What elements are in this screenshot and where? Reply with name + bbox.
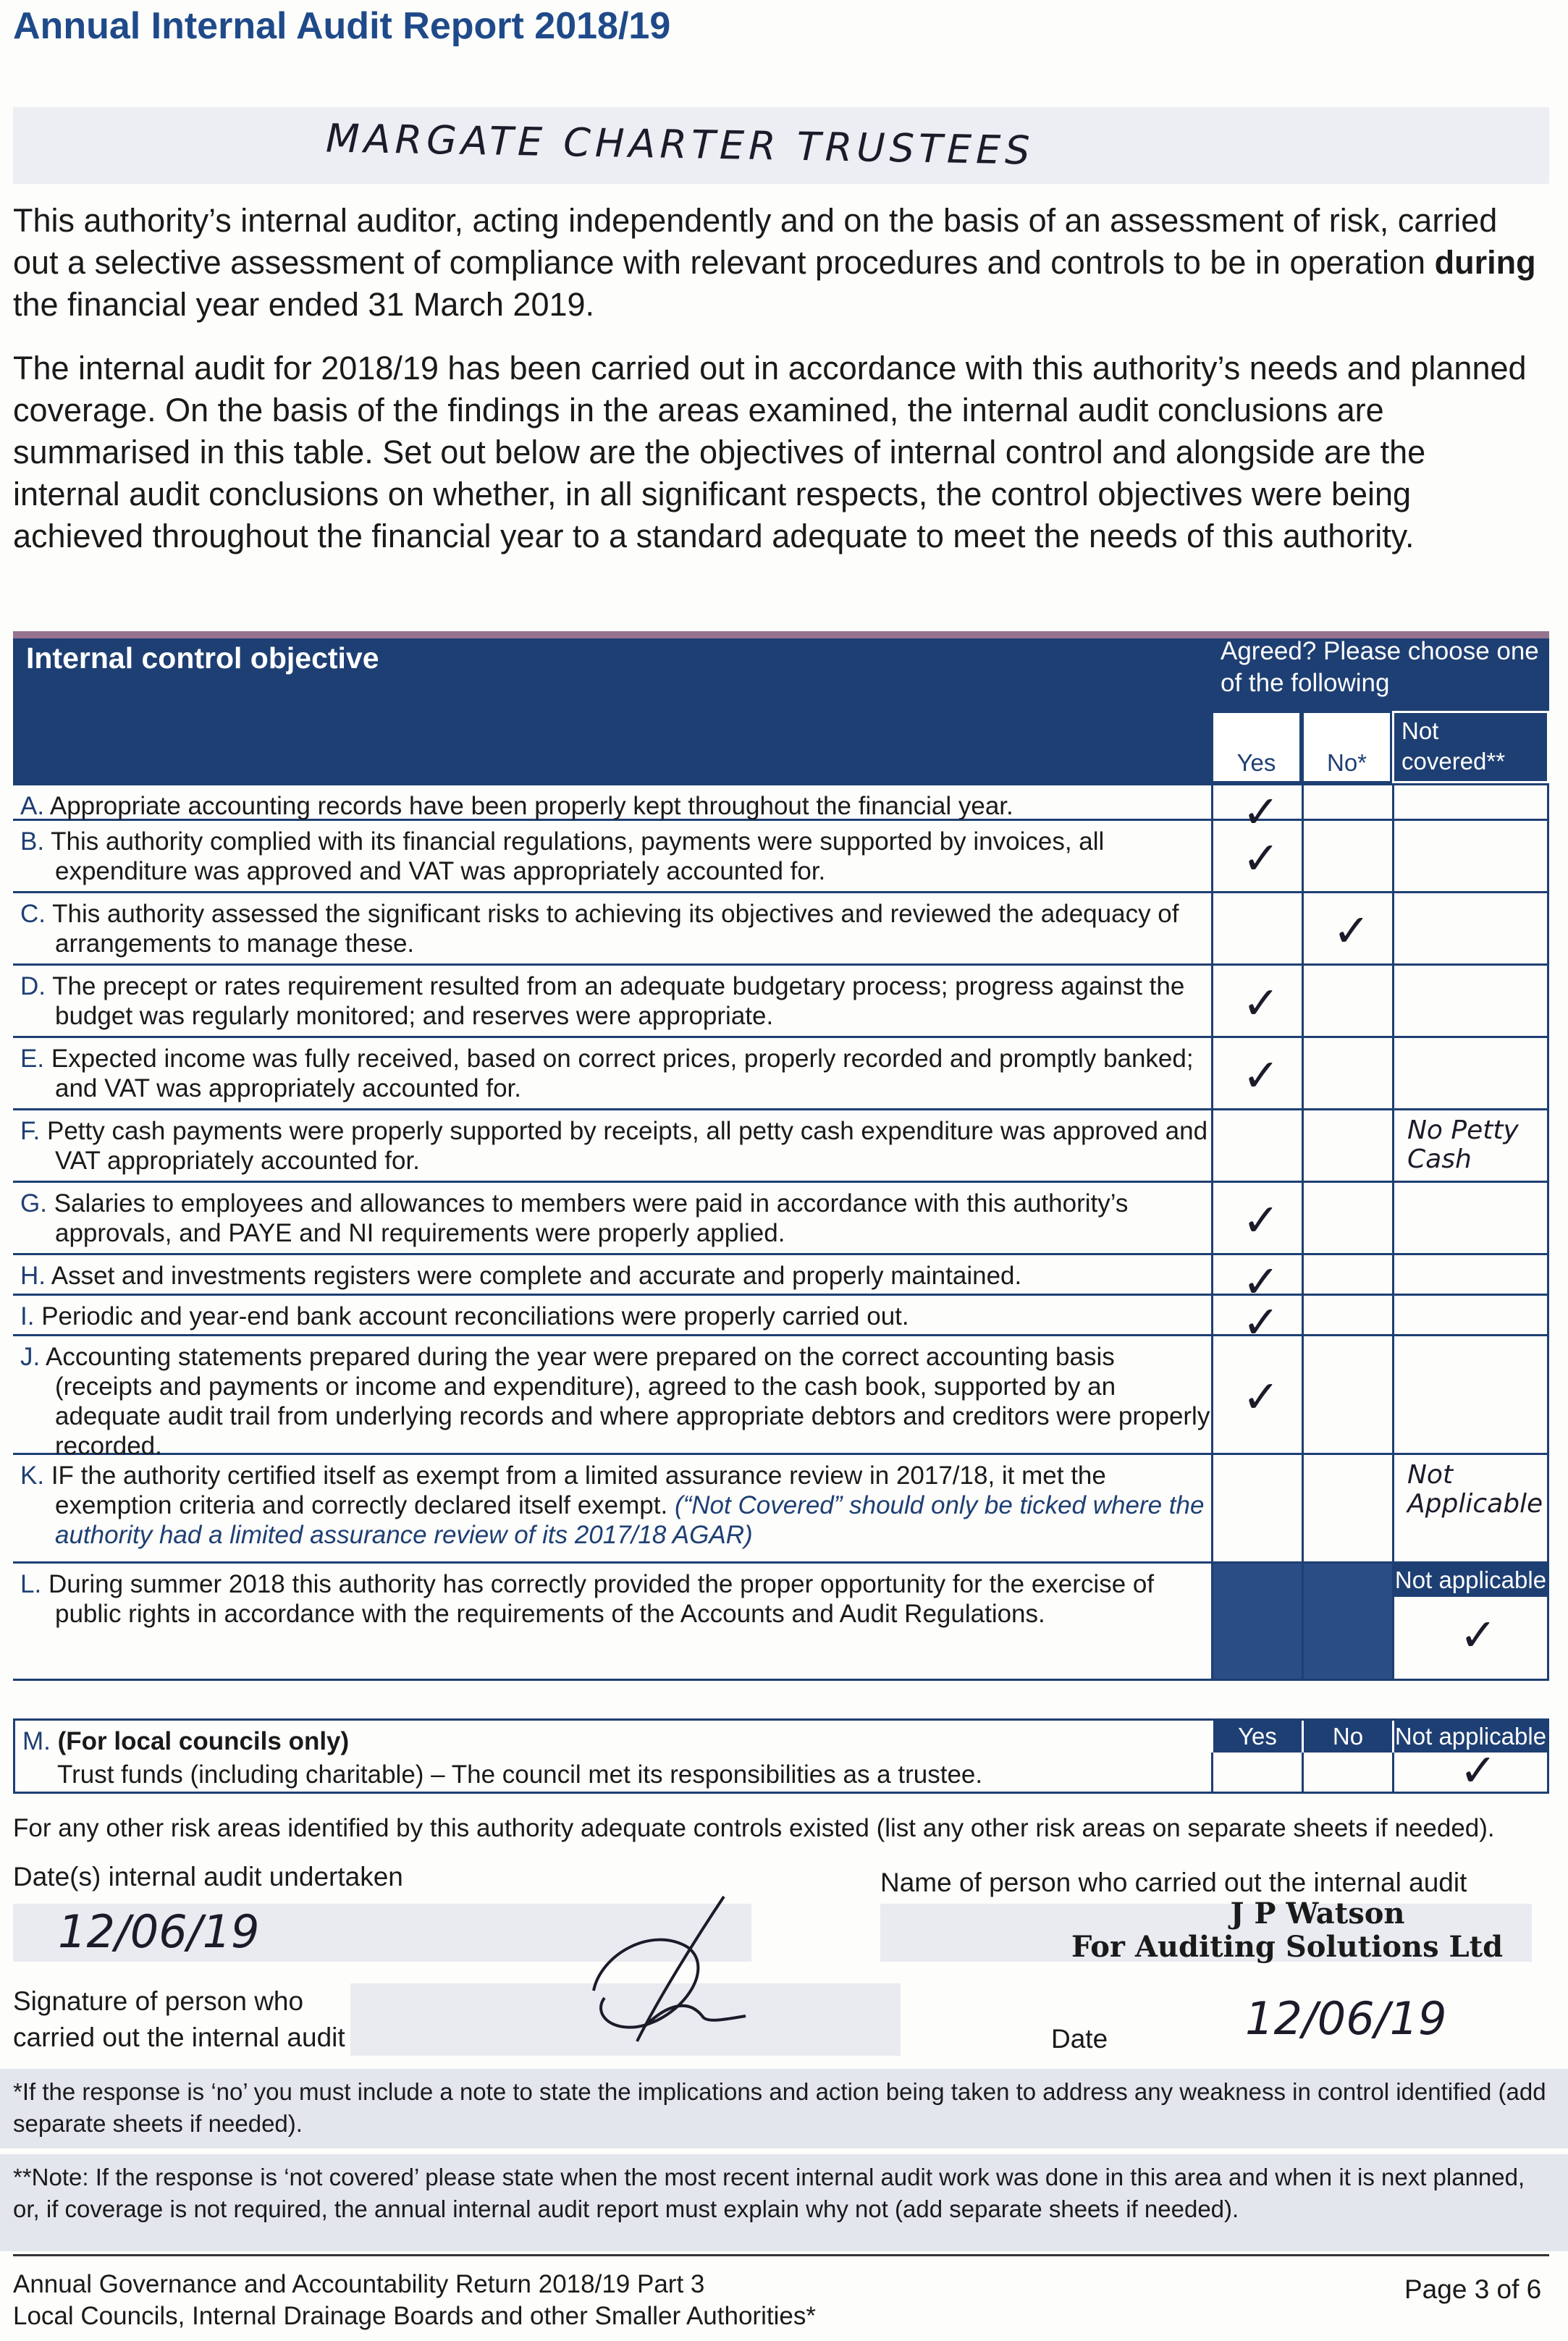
row-text bbox=[13, 1183, 1215, 1248]
m-cell-yes[interactable] bbox=[1211, 1752, 1302, 1794]
row-text bbox=[13, 1296, 1215, 1331]
cell-no[interactable] bbox=[1302, 1255, 1392, 1294]
row-objective: Accounting statements prepared during the year were prepared on the correct accounting basis (receipts and payments or income and expenditure), agreed to the cash book, supported by an adequate audit trail from underlying records and where appropriate debtors and creditors were properly recorded. bbox=[46, 1343, 1210, 1460]
row-text bbox=[13, 821, 1215, 886]
row-letter: J. bbox=[20, 1343, 41, 1371]
row-text-body bbox=[20, 971, 1215, 1031]
cell-yes[interactable] bbox=[1211, 893, 1302, 963]
cell-no[interactable] bbox=[1302, 1564, 1392, 1679]
row-text-body bbox=[20, 1302, 1215, 1331]
m-header-no: No bbox=[1302, 1721, 1392, 1752]
row-text-body bbox=[20, 1044, 1215, 1103]
dates-label: Date(s) internal audit undertaken bbox=[13, 1862, 403, 1891]
row-objective: Periodic and year-end bank account reconciliations were properly carried out. bbox=[41, 1302, 909, 1330]
cell-not-covered[interactable] bbox=[1392, 966, 1549, 1036]
intro-paragraph-1 bbox=[13, 200, 1540, 326]
row-text bbox=[13, 785, 1215, 821]
row-text bbox=[13, 1564, 1215, 1629]
row-text-body bbox=[20, 1189, 1215, 1248]
cell-not-covered[interactable] bbox=[1392, 1455, 1549, 1561]
row-text bbox=[13, 893, 1215, 958]
other-risk-text: For any other risk areas identified by this authority adequate controls existed (list any other risk areas on separate sheets if needed). bbox=[13, 1814, 1495, 1842]
header-objective: Internal control objective bbox=[26, 641, 379, 675]
m-header-yes: Yes bbox=[1211, 1721, 1302, 1752]
table-row bbox=[13, 1038, 1549, 1110]
row-text-body bbox=[20, 1342, 1215, 1461]
sign-date-value: 12/06/19 bbox=[1245, 1992, 1447, 2045]
header-yes: Yes bbox=[1211, 711, 1302, 783]
cell-no[interactable] bbox=[1302, 821, 1392, 891]
row-text-body bbox=[20, 899, 1215, 958]
row-objective: During summer 2018 this authority has correctly provided the proper opportunity for the exercise of public rights in accordance with the requirements of the Accounts and Audit Regulations. bbox=[48, 1570, 1155, 1628]
cell-not-covered[interactable] bbox=[1392, 893, 1549, 963]
row-letter: F. bbox=[20, 1117, 41, 1145]
row-text-body bbox=[20, 1116, 1215, 1176]
signature-image bbox=[550, 1882, 782, 2056]
row-letter: A. bbox=[20, 792, 45, 820]
note-not-covered: **Note: If the response is ‘not covered’ please state when the most recent internal audit work was done in this area and when it is next planned, or, if coverage is not required, the annual internal audit report must explain why not (add separate sheets if needed). bbox=[0, 2154, 1568, 2251]
row-text bbox=[13, 1255, 1215, 1291]
cell-no[interactable] bbox=[1302, 893, 1392, 963]
table-row bbox=[13, 1564, 1549, 1681]
row-letter: E. bbox=[20, 1045, 45, 1073]
tick-icon: ✓ bbox=[1242, 1194, 1280, 1247]
row-m-letter: M. bbox=[22, 1727, 51, 1755]
auditor-label: Name of person who carried out the internal audit bbox=[880, 1868, 1467, 1897]
tick-icon: ✓ bbox=[1242, 832, 1280, 885]
cell-yes[interactable] bbox=[1211, 1110, 1302, 1181]
row-text bbox=[13, 1336, 1215, 1461]
page-number: Page 3 of 6 bbox=[1404, 2274, 1542, 2304]
row-objective: The precept or rates requirement resulted from an adequate budgetary process; progress against the budget was regularly monitored; and reserves were appropriate. bbox=[52, 972, 1185, 1030]
row-letter: D. bbox=[20, 972, 46, 1000]
cell-not-covered[interactable] bbox=[1392, 821, 1549, 891]
footer-line-1: Annual Governance and Accountability Return 2018/19 Part 3 bbox=[13, 2270, 705, 2298]
cell-not-covered[interactable] bbox=[1392, 1110, 1549, 1181]
note-no: *If the response is ‘no’ you must include a note to state the implications and action being taken to address any weakness in control identified (add separate sheets if needed). bbox=[0, 2069, 1568, 2148]
row-letter: L. bbox=[20, 1570, 42, 1598]
cell-no[interactable] bbox=[1302, 1183, 1392, 1253]
para1-text-a: This authority’s internal auditor, acting independently and on the basis of an assessment of risk, carried out a selective assessment of compliance with relevant procedures and controls to be in operation bbox=[13, 202, 1498, 281]
row-text bbox=[13, 966, 1215, 1031]
row-text-body bbox=[20, 791, 1215, 821]
table-row bbox=[13, 966, 1549, 1038]
row-objective: Petty cash payments were properly supported by receipts, all petty cash expenditure was approved and VAT appropriately accounted for. bbox=[46, 1117, 1208, 1175]
table-row bbox=[13, 1336, 1549, 1460]
tick-icon: ✓ bbox=[1242, 785, 1280, 838]
cell-no[interactable] bbox=[1302, 1110, 1392, 1181]
cell-yes[interactable] bbox=[1211, 1255, 1302, 1308]
cell-not-covered[interactable] bbox=[1392, 1336, 1549, 1453]
row-objective: Asset and investments registers were complete and accurate and properly maintained. bbox=[51, 1262, 1022, 1290]
cell-yes[interactable] bbox=[1211, 1038, 1302, 1108]
cell-not-covered[interactable] bbox=[1392, 1183, 1549, 1253]
table-row bbox=[13, 1455, 1549, 1564]
handwritten-note: Not Applicable bbox=[1407, 1460, 1543, 1519]
row-italic-note: (“Not Covered” should only be ticked where the authority had a limited assurance review of its 2017/18 AGAR) bbox=[55, 1491, 1205, 1549]
cell-yes[interactable] bbox=[1211, 1564, 1302, 1679]
para1-text-b: the financial year ended 31 March 2019. bbox=[13, 286, 595, 323]
row-letter: I. bbox=[20, 1302, 35, 1330]
row-objective: IF the authority certified itself as exempt from a limited assurance review in 2017/18, it met the exemption criteria and correctly declared itself exempt. bbox=[51, 1461, 1106, 1519]
cell-no[interactable] bbox=[1302, 966, 1392, 1036]
table-header bbox=[13, 631, 1549, 783]
cell-no[interactable] bbox=[1302, 785, 1392, 819]
row-m-title: (For local councils only) bbox=[57, 1727, 350, 1755]
page-title: Annual Internal Audit Report 2018/19 bbox=[13, 5, 671, 47]
m-cell-na[interactable] bbox=[1392, 1744, 1547, 1797]
cell-not-covered[interactable] bbox=[1392, 1255, 1549, 1294]
header-agreed: Agreed? Please choose one of the following bbox=[1221, 637, 1539, 697]
cell-yes[interactable] bbox=[1211, 785, 1302, 838]
auditor-firm: For Auditing Solutions Ltd bbox=[1071, 1930, 1504, 1964]
m-tick-icon: ✓ bbox=[1459, 1744, 1497, 1797]
cell-yes[interactable] bbox=[1211, 1183, 1302, 1253]
footer-divider bbox=[13, 2254, 1549, 2256]
row-text-body bbox=[20, 1461, 1215, 1550]
row-objective: Expected income was fully received, based on correct prices, properly recorded and promptly banked; and VAT was appropriately accounted for. bbox=[51, 1045, 1194, 1102]
cell-not-covered[interactable] bbox=[1392, 1038, 1549, 1108]
authority-name: MARGATE CHARTER TRUSTEES bbox=[325, 115, 1035, 174]
cell-yes[interactable] bbox=[1211, 1455, 1302, 1561]
m-header-na: Not applicable bbox=[1392, 1721, 1547, 1752]
tick-icon: ✓ bbox=[1242, 977, 1280, 1029]
row-m-text bbox=[22, 1725, 982, 1792]
row-text bbox=[13, 1110, 1215, 1176]
table-row bbox=[13, 1255, 1549, 1308]
table-row bbox=[13, 1110, 1549, 1183]
m-cell-no[interactable] bbox=[1302, 1752, 1392, 1794]
tick-icon: ✓ bbox=[1242, 1255, 1280, 1308]
row-objective: Salaries to employees and allowances to members were paid in accordance with this authority’s approvals, and PAYE and NI requirements were properly applied. bbox=[54, 1189, 1129, 1247]
header-no: No* bbox=[1302, 711, 1392, 783]
row-m bbox=[13, 1718, 1549, 1797]
intro-paragraph-2: The internal audit for 2018/19 has been carried out in accordance with this authority’s needs and planned coverage. On the basis of the findings in the areas examined, the internal audit conclusions are summarised in this table. Set out below are the objectives of internal control and alongside are the internal audit conclusions on whether, in all significant respects, the control objectives were being achieved throughout the financial year to a standard adequate to meet the needs of this authority. bbox=[13, 350, 1527, 554]
row-objective: This authority complied with its financial regulations, payments were supported by invoices, all expenditure was approved and VAT was appropriately accounted for. bbox=[51, 827, 1105, 885]
signature-label-line2: carried out the internal audit bbox=[13, 2022, 345, 2052]
row-letter: G. bbox=[20, 1189, 47, 1218]
table-row bbox=[13, 783, 1549, 838]
row-m-desc: Trust funds (including charitable) – The council met its responsibilities as a trustee. bbox=[57, 1760, 983, 1789]
cell-not-covered[interactable] bbox=[1392, 785, 1549, 819]
cell-yes[interactable] bbox=[1211, 1296, 1302, 1349]
row-letter: H. bbox=[20, 1262, 46, 1290]
table-row bbox=[13, 1183, 1549, 1255]
row-letter: B. bbox=[20, 827, 45, 856]
header-not-covered: Not covered** bbox=[1392, 711, 1549, 783]
row-objective: Appropriate accounting records have been properly kept throughout the financial year. bbox=[49, 792, 1013, 820]
cell-no[interactable] bbox=[1302, 1296, 1392, 1334]
signature-label bbox=[13, 1983, 345, 2056]
table-row bbox=[13, 893, 1549, 966]
row-text-body bbox=[20, 827, 1215, 886]
row-text bbox=[13, 1455, 1215, 1550]
tick-icon: ✓ bbox=[1242, 1296, 1280, 1349]
row-letter: C. bbox=[20, 900, 46, 928]
row-objective: This authority assessed the significant risks to achieving its objectives and reviewed the adequacy of arrangements to manage these. bbox=[52, 900, 1179, 958]
cell-yes[interactable] bbox=[1211, 821, 1302, 891]
auditor-name: J P Watson bbox=[1230, 1897, 1405, 1931]
handwritten-note: No Petty Cash bbox=[1407, 1115, 1519, 1174]
para1-bold: during bbox=[1434, 244, 1536, 281]
signature-label-line1: Signature of person who bbox=[13, 1986, 304, 2016]
cell-yes[interactable] bbox=[1211, 966, 1302, 1036]
cell-no[interactable] bbox=[1302, 1336, 1392, 1453]
cell-not-covered[interactable] bbox=[1392, 1564, 1549, 1679]
not-applicable-label: Not applicable bbox=[1394, 1564, 1547, 1597]
cell-yes[interactable] bbox=[1211, 1336, 1302, 1453]
tick-icon: ✓ bbox=[1242, 1049, 1280, 1102]
sign-date-label: Date bbox=[1051, 2024, 1108, 2054]
table-row bbox=[13, 1296, 1549, 1349]
tick-icon: ✓ bbox=[1333, 904, 1370, 957]
row-text-body bbox=[20, 1261, 1215, 1291]
tick-icon: ✓ bbox=[1459, 1608, 1497, 1661]
cell-no[interactable] bbox=[1302, 1038, 1392, 1108]
dates-value: 12/06/19 bbox=[58, 1905, 260, 1958]
tick-icon: ✓ bbox=[1242, 1370, 1280, 1423]
cell-not-covered[interactable] bbox=[1392, 1296, 1549, 1334]
row-text-body bbox=[20, 1569, 1215, 1629]
cell-no[interactable] bbox=[1302, 1455, 1392, 1561]
row-letter: K. bbox=[20, 1461, 45, 1490]
table-row bbox=[13, 821, 1549, 893]
footer-line-2: Local Councils, Internal Drainage Boards and other Smaller Authorities* bbox=[13, 2302, 816, 2330]
row-text bbox=[13, 1038, 1215, 1103]
